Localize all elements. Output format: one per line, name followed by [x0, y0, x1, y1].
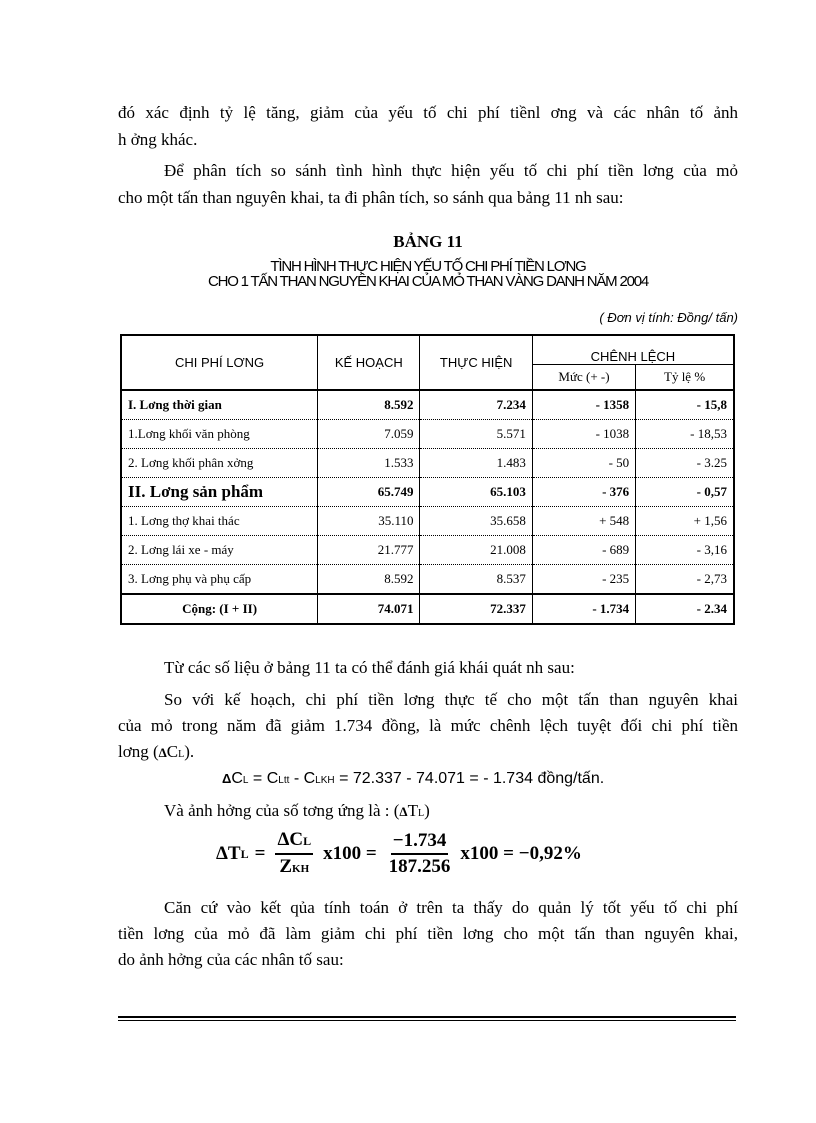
- analysis-para-1: Từ các số liệu ở bảng 11 ta có thể đánh giá khái quát nh sau:: [164, 658, 575, 677]
- total-actual: 72.337: [420, 594, 532, 624]
- row-diff: - 1038: [532, 420, 635, 449]
- analysis-para-2-line-3: [118, 738, 738, 768]
- row-label: 1. Lơng thợ khai thác: [121, 507, 318, 536]
- den-sub: KH: [292, 862, 310, 875]
- table-row: [121, 507, 734, 536]
- formula-part: C: [231, 770, 243, 787]
- row-plan: 7.059: [318, 420, 420, 449]
- eq-lhs-sub: L: [240, 846, 249, 861]
- intro-line-4: cho một tấn than nguyên khai, ta đi phân tích, so sánh qua bảng 11 nh sau:: [118, 188, 624, 207]
- row-actual: 5.571: [420, 420, 532, 449]
- analysis-para-2-line-1: So với kế hoạch, chi phí tiền lơng thực tế cho một tấn than nguyên khai: [164, 690, 738, 709]
- table-row: [121, 536, 734, 565]
- analysis-text: lơng (: [118, 742, 159, 761]
- eq-sign: =: [254, 843, 266, 864]
- row-actual: 21.008: [420, 536, 532, 565]
- salary-cost-table: [120, 334, 735, 625]
- table-total-row: [121, 594, 734, 624]
- header-difference: CHÊNH LỆCH: [532, 335, 734, 365]
- delta-symbol: Δ: [222, 771, 232, 786]
- table-number: BẢNG 11: [393, 232, 463, 251]
- formula-sub: LKH: [315, 775, 335, 786]
- row-label: I. Lơng thời gian: [121, 390, 318, 420]
- row-ratio: - 18,53: [636, 420, 734, 449]
- row-diff: + 548: [532, 507, 635, 536]
- analysis-subscript: L: [178, 749, 185, 760]
- row-actual: 35.658: [420, 507, 532, 536]
- analysis-para-3: [118, 797, 738, 827]
- fraction-symbolic: [275, 828, 313, 881]
- table-row: [121, 390, 734, 420]
- eq-times-1: x100 =: [323, 843, 377, 864]
- row-ratio: + 1,56: [636, 507, 734, 536]
- row-plan: 21.777: [318, 536, 420, 565]
- table-row: [121, 449, 734, 478]
- delta-symbol: Δ: [158, 745, 167, 760]
- row-label: 1.Lơng khối văn phòng: [121, 420, 318, 449]
- row-plan: 8.592: [318, 390, 420, 420]
- row-plan: 65.749: [318, 478, 420, 507]
- row-ratio: - 2,73: [636, 565, 734, 595]
- total-plan: 74.071: [318, 594, 420, 624]
- table-title-line-1: TÌNH HÌNH THỰC HIỆN YẾU TỐ CHI PHÍ TIỀN LƠNG: [270, 258, 586, 275]
- formula-part: = C: [248, 770, 279, 787]
- frac-denominator: [277, 855, 311, 881]
- row-ratio: - 3,16: [636, 536, 734, 565]
- header-plan: KẾ HOẠCH: [318, 335, 420, 390]
- row-diff: - 689: [532, 536, 635, 565]
- num-text: ΔC: [277, 828, 304, 850]
- analysis-close: ).: [184, 742, 195, 761]
- formula-delta-cost: [222, 770, 604, 788]
- total-diff: - 1.734: [532, 594, 635, 624]
- analysis-para-2-line-2: của mỏ trong năm đã giảm 1.734 đồng, là mức chênh lệch tuyệt đối chi phí tiền: [118, 716, 738, 735]
- row-actual: 65.103: [420, 478, 532, 507]
- row-ratio: - 0,57: [636, 478, 734, 507]
- analysis-text: Và ảnh hởng của số tơng ứng là : (: [164, 801, 400, 820]
- row-diff: - 235: [532, 565, 635, 595]
- formula-sub: Ltt: [278, 775, 290, 786]
- analysis-symbol: T: [407, 801, 418, 820]
- table-row: [121, 420, 734, 449]
- conclusion-line-3: do ảnh hởng của các nhân tố sau:: [118, 950, 344, 969]
- row-actual: 7.234: [420, 390, 532, 420]
- table-row: [121, 565, 734, 595]
- header-diff-ratio: Tỷ lệ %: [636, 365, 734, 391]
- total-ratio: - 2.34: [636, 594, 734, 624]
- footer-divider: [118, 1016, 736, 1018]
- intro-line-1: đó xác định tỷ lệ tăng, giảm của yếu tố chi phí tiềnl ơng và các nhân tố ảnh: [118, 103, 738, 122]
- header-item: CHI PHÍ LƠNG: [121, 335, 318, 390]
- table-title-line-2: CHO 1 TẤN THAN NGUYÊN KHAI CỦA MỎ THAN VÀNG DANH NĂM 2004: [207, 273, 649, 290]
- row-ratio: - 15,8: [636, 390, 734, 420]
- row-diff: - 1358: [532, 390, 635, 420]
- row-ratio: - 3.25: [636, 449, 734, 478]
- formula-part: - C: [289, 770, 316, 787]
- unit-note: ( Đơn vị tính: Đồng/ tấn): [599, 310, 738, 325]
- row-label: 2. Lơng khối phân xởng: [121, 449, 318, 478]
- ratio-equation: [216, 826, 582, 882]
- frac-numerator: [275, 828, 313, 855]
- eq-times-2: x100 = −0,92%: [460, 843, 582, 864]
- row-diff: - 376: [532, 478, 635, 507]
- row-label: II. Lơng sản phẩm: [121, 478, 318, 507]
- den-text: Z: [279, 855, 293, 877]
- conclusion-line-2: tiền lơng của mỏ đã làm giảm chi phí tiền lơng cho một tấn than nguyên khai,: [118, 924, 738, 943]
- row-plan: 8.592: [318, 565, 420, 595]
- delta-symbol: Δ: [399, 804, 408, 819]
- footer-divider-thin: [118, 1020, 736, 1021]
- row-actual: 8.537: [420, 565, 532, 595]
- row-label: 3. Lơng phụ và phụ cấp: [121, 565, 318, 595]
- num-sub: L: [303, 833, 312, 848]
- intro-line-3: Để phân tích so sánh tình hình thực hiện yếu tố chi phí tiền lơng của mỏ: [164, 161, 738, 180]
- conclusion-line-1: Căn cứ vào kết qủa tính toán ở trên ta thấy do quản lý tốt yếu tố chi phí: [164, 898, 738, 917]
- formula-part: = 72.337 - 74.071 = - 1.734 đồng/tấn.: [334, 770, 605, 787]
- header-diff-level: Mức (+ -): [532, 365, 635, 391]
- fraction-numeric: [387, 829, 453, 879]
- analysis-close: ): [424, 801, 430, 820]
- frac-denominator: 187.256: [388, 856, 451, 877]
- analysis-symbol: C: [166, 742, 179, 761]
- table-row: [121, 478, 734, 507]
- formula-sub: L: [242, 775, 249, 786]
- row-diff: - 50: [532, 449, 635, 478]
- eq-lhs: ΔT: [216, 843, 241, 864]
- frac-numerator: −1.734: [391, 829, 449, 855]
- row-plan: 1.533: [318, 449, 420, 478]
- row-plan: 35.110: [318, 507, 420, 536]
- row-actual: 1.483: [420, 449, 532, 478]
- intro-line-2: h ởng khác.: [118, 130, 198, 149]
- analysis-subscript: L: [417, 808, 425, 819]
- row-label: 2. Lơng lái xe - máy: [121, 536, 318, 565]
- total-label: Cộng: (I + II): [121, 594, 318, 624]
- header-actual: THỰC HIỆN: [420, 335, 532, 390]
